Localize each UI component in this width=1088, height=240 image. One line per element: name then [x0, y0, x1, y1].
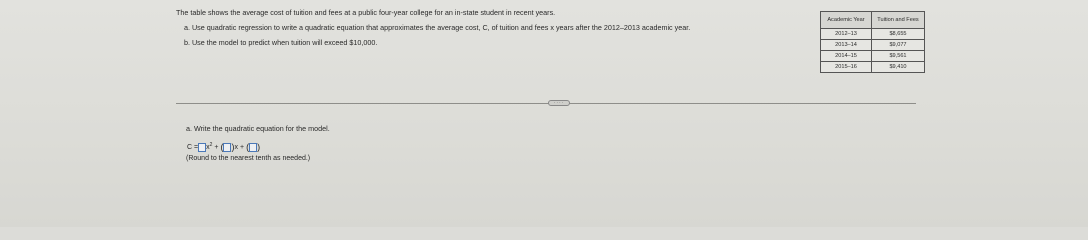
- table-cell-year: 2014–15: [821, 51, 872, 62]
- section-divider: [176, 99, 916, 106]
- divider-handle-dots: ····: [553, 99, 565, 106]
- table-header-cost: Tuition and Fees: [872, 12, 925, 29]
- table-cell-year: 2012–13: [821, 29, 872, 40]
- plus-sign-1: +: [214, 144, 219, 151]
- coefficient-b-input[interactable]: [223, 143, 231, 152]
- table-cell-cost: $8,655: [872, 29, 925, 40]
- constant-c-input[interactable]: [249, 143, 257, 152]
- table-cell-cost: $9,077: [872, 40, 925, 51]
- open-paren-b: (: [220, 142, 224, 152]
- problem-part-b: b. Use the model to predict when tuition will exceed $10,000.: [184, 38, 378, 47]
- quadratic-equation: [187, 143, 260, 152]
- answer-prompt: a. Write the quadratic equation for the model.: [186, 124, 330, 133]
- plus-sign-2: +: [239, 144, 245, 151]
- rounding-instruction: (Round to the nearest tenth as needed.): [186, 155, 311, 162]
- table-row: [821, 62, 925, 73]
- problem-part-a: a. Use quadratic regression to write a quadratic equation that approximates the average cost, C, of tuition and fees x years after the 2012–2013 academic year.: [184, 23, 691, 32]
- table-cell-cost: $9,410: [872, 62, 925, 73]
- table-row: [821, 40, 925, 51]
- x-var: x: [234, 144, 238, 151]
- divider-drag-handle[interactable]: [548, 100, 570, 106]
- table-cell-year: 2015–16: [821, 62, 872, 73]
- problem-statement: [176, 8, 816, 53]
- close-paren-b: ): [231, 142, 235, 152]
- open-paren-c: (: [246, 142, 250, 152]
- problem-intro: The table shows the average cost of tuition and fees at a public four-year college for an in-state student in recent years.: [176, 8, 556, 17]
- table-cell-year: 2013–14: [821, 40, 872, 51]
- equation-lhs: C =: [187, 144, 199, 151]
- table-header-row: [821, 12, 925, 29]
- close-paren-c: ): [257, 142, 261, 152]
- x-squared-var: $x^2$: [206, 142, 213, 151]
- table-cell-cost: $9,561: [872, 51, 925, 62]
- coefficient-a-input[interactable]: [198, 143, 206, 152]
- table-row: [821, 51, 925, 62]
- tuition-table: [820, 11, 925, 73]
- table-header-year: Academic Year: [821, 12, 872, 29]
- table-row: [821, 29, 925, 40]
- x-exponent: 2: [209, 142, 213, 148]
- answer-section: [186, 124, 330, 133]
